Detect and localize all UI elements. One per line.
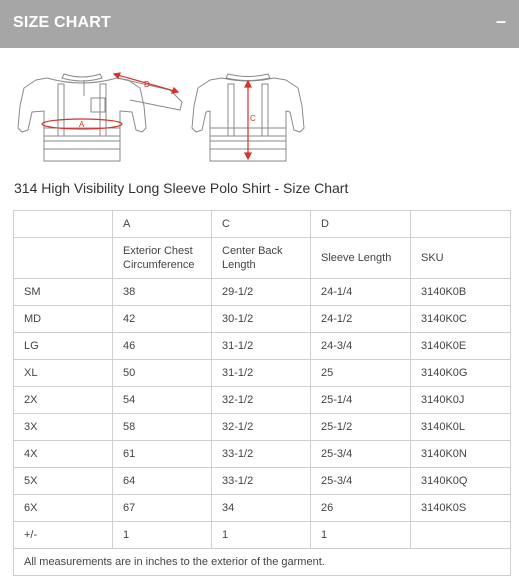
table-cell: 33-1/2: [212, 441, 311, 468]
size-cell: LG: [14, 333, 113, 360]
measure-d-label: D: [144, 80, 150, 89]
sku-cell: 3140K0E: [411, 333, 511, 360]
sku-cell: 3140K0G: [411, 360, 511, 387]
table-cell: D: [311, 211, 411, 238]
table-cell: 34: [212, 495, 311, 522]
table-cell: 54: [113, 387, 212, 414]
table-cell: 26: [311, 495, 411, 522]
table-cell: 24-1/2: [311, 306, 411, 333]
table-cell: 25-1/4: [311, 387, 411, 414]
sku-cell: [411, 522, 511, 549]
table-row: [14, 360, 511, 387]
table-cell: 61: [113, 441, 212, 468]
table-header-cell: Center Back Length: [212, 238, 311, 279]
table-row: [14, 414, 511, 441]
table-cell: 67: [113, 495, 212, 522]
table-cell: 33-1/2: [212, 468, 311, 495]
size-cell: +/-: [14, 522, 113, 549]
table-cell: [411, 211, 511, 238]
table-cell: 31-1/2: [212, 333, 311, 360]
table-row: [14, 306, 511, 333]
table-cell: 1: [311, 522, 411, 549]
table-cell: 64: [113, 468, 212, 495]
sku-cell: 3140K0C: [411, 306, 511, 333]
size-chart-header[interactable]: [0, 0, 519, 48]
measure-c-label: C: [250, 114, 256, 123]
front-shirt-outline: [18, 74, 146, 161]
size-cell: 3X: [14, 414, 113, 441]
table-cell: 25: [311, 360, 411, 387]
size-table: [13, 210, 511, 576]
size-cell: 2X: [14, 387, 113, 414]
table-cell: 32-1/2: [212, 387, 311, 414]
size-cell: MD: [14, 306, 113, 333]
sku-cell: 3140K0S: [411, 495, 511, 522]
footnote-row: [14, 549, 511, 576]
table-cell: 50: [113, 360, 212, 387]
measurement-footnote: All measurements are in inches to the exterior of the garment.: [14, 549, 511, 576]
table-header-cell: [14, 238, 113, 279]
sku-cell: 3140K0J: [411, 387, 511, 414]
table-cell: 46: [113, 333, 212, 360]
sku-cell: 3140K0Q: [411, 468, 511, 495]
table-cell: 25-3/4: [311, 468, 411, 495]
size-chart-title: SIZE CHART: [13, 14, 111, 31]
table-row: [14, 441, 511, 468]
table-letter-row: [14, 211, 511, 238]
table-cell: C: [212, 211, 311, 238]
table-header-cell: Sleeve Length: [311, 238, 411, 279]
table-cell: 38: [113, 279, 212, 306]
table-header-row: [14, 238, 511, 279]
size-cell: 4X: [14, 441, 113, 468]
table-cell: 24-3/4: [311, 333, 411, 360]
sku-cell: 3140K0N: [411, 441, 511, 468]
size-cell: 6X: [14, 495, 113, 522]
table-row: [14, 468, 511, 495]
table-cell: 25-1/2: [311, 414, 411, 441]
table-row: [14, 333, 511, 360]
sku-cell: 3140K0L: [411, 414, 511, 441]
table-cell: 25-3/4: [311, 441, 411, 468]
table-cell: [14, 211, 113, 238]
size-cell: 5X: [14, 468, 113, 495]
table-header-cell: Exterior Chest Circumference: [113, 238, 212, 279]
table-cell: 30-1/2: [212, 306, 311, 333]
table-row: [14, 495, 511, 522]
size-cell: XL: [14, 360, 113, 387]
shirt-measurement-diagram: [14, 66, 314, 166]
table-cell: 32-1/2: [212, 414, 311, 441]
table-row: [14, 387, 511, 414]
chart-title: 314 High Visibility Long Sleeve Polo Shirt - Size Chart: [14, 180, 349, 196]
table-cell: 24-1/4: [311, 279, 411, 306]
measure-a-label: A: [79, 120, 85, 129]
table-row: [14, 279, 511, 306]
table-cell: 1: [212, 522, 311, 549]
table-cell: 42: [113, 306, 212, 333]
table-header-cell: SKU: [411, 238, 511, 279]
collapse-toggle-button[interactable]: –: [495, 11, 506, 31]
table-cell: 1: [113, 522, 212, 549]
table-cell: A: [113, 211, 212, 238]
tolerance-row: [14, 522, 511, 549]
table-cell: 31-1/2: [212, 360, 311, 387]
size-cell: SM: [14, 279, 113, 306]
table-cell: 29-1/2: [212, 279, 311, 306]
table-cell: 58: [113, 414, 212, 441]
sku-cell: 3140K0B: [411, 279, 511, 306]
